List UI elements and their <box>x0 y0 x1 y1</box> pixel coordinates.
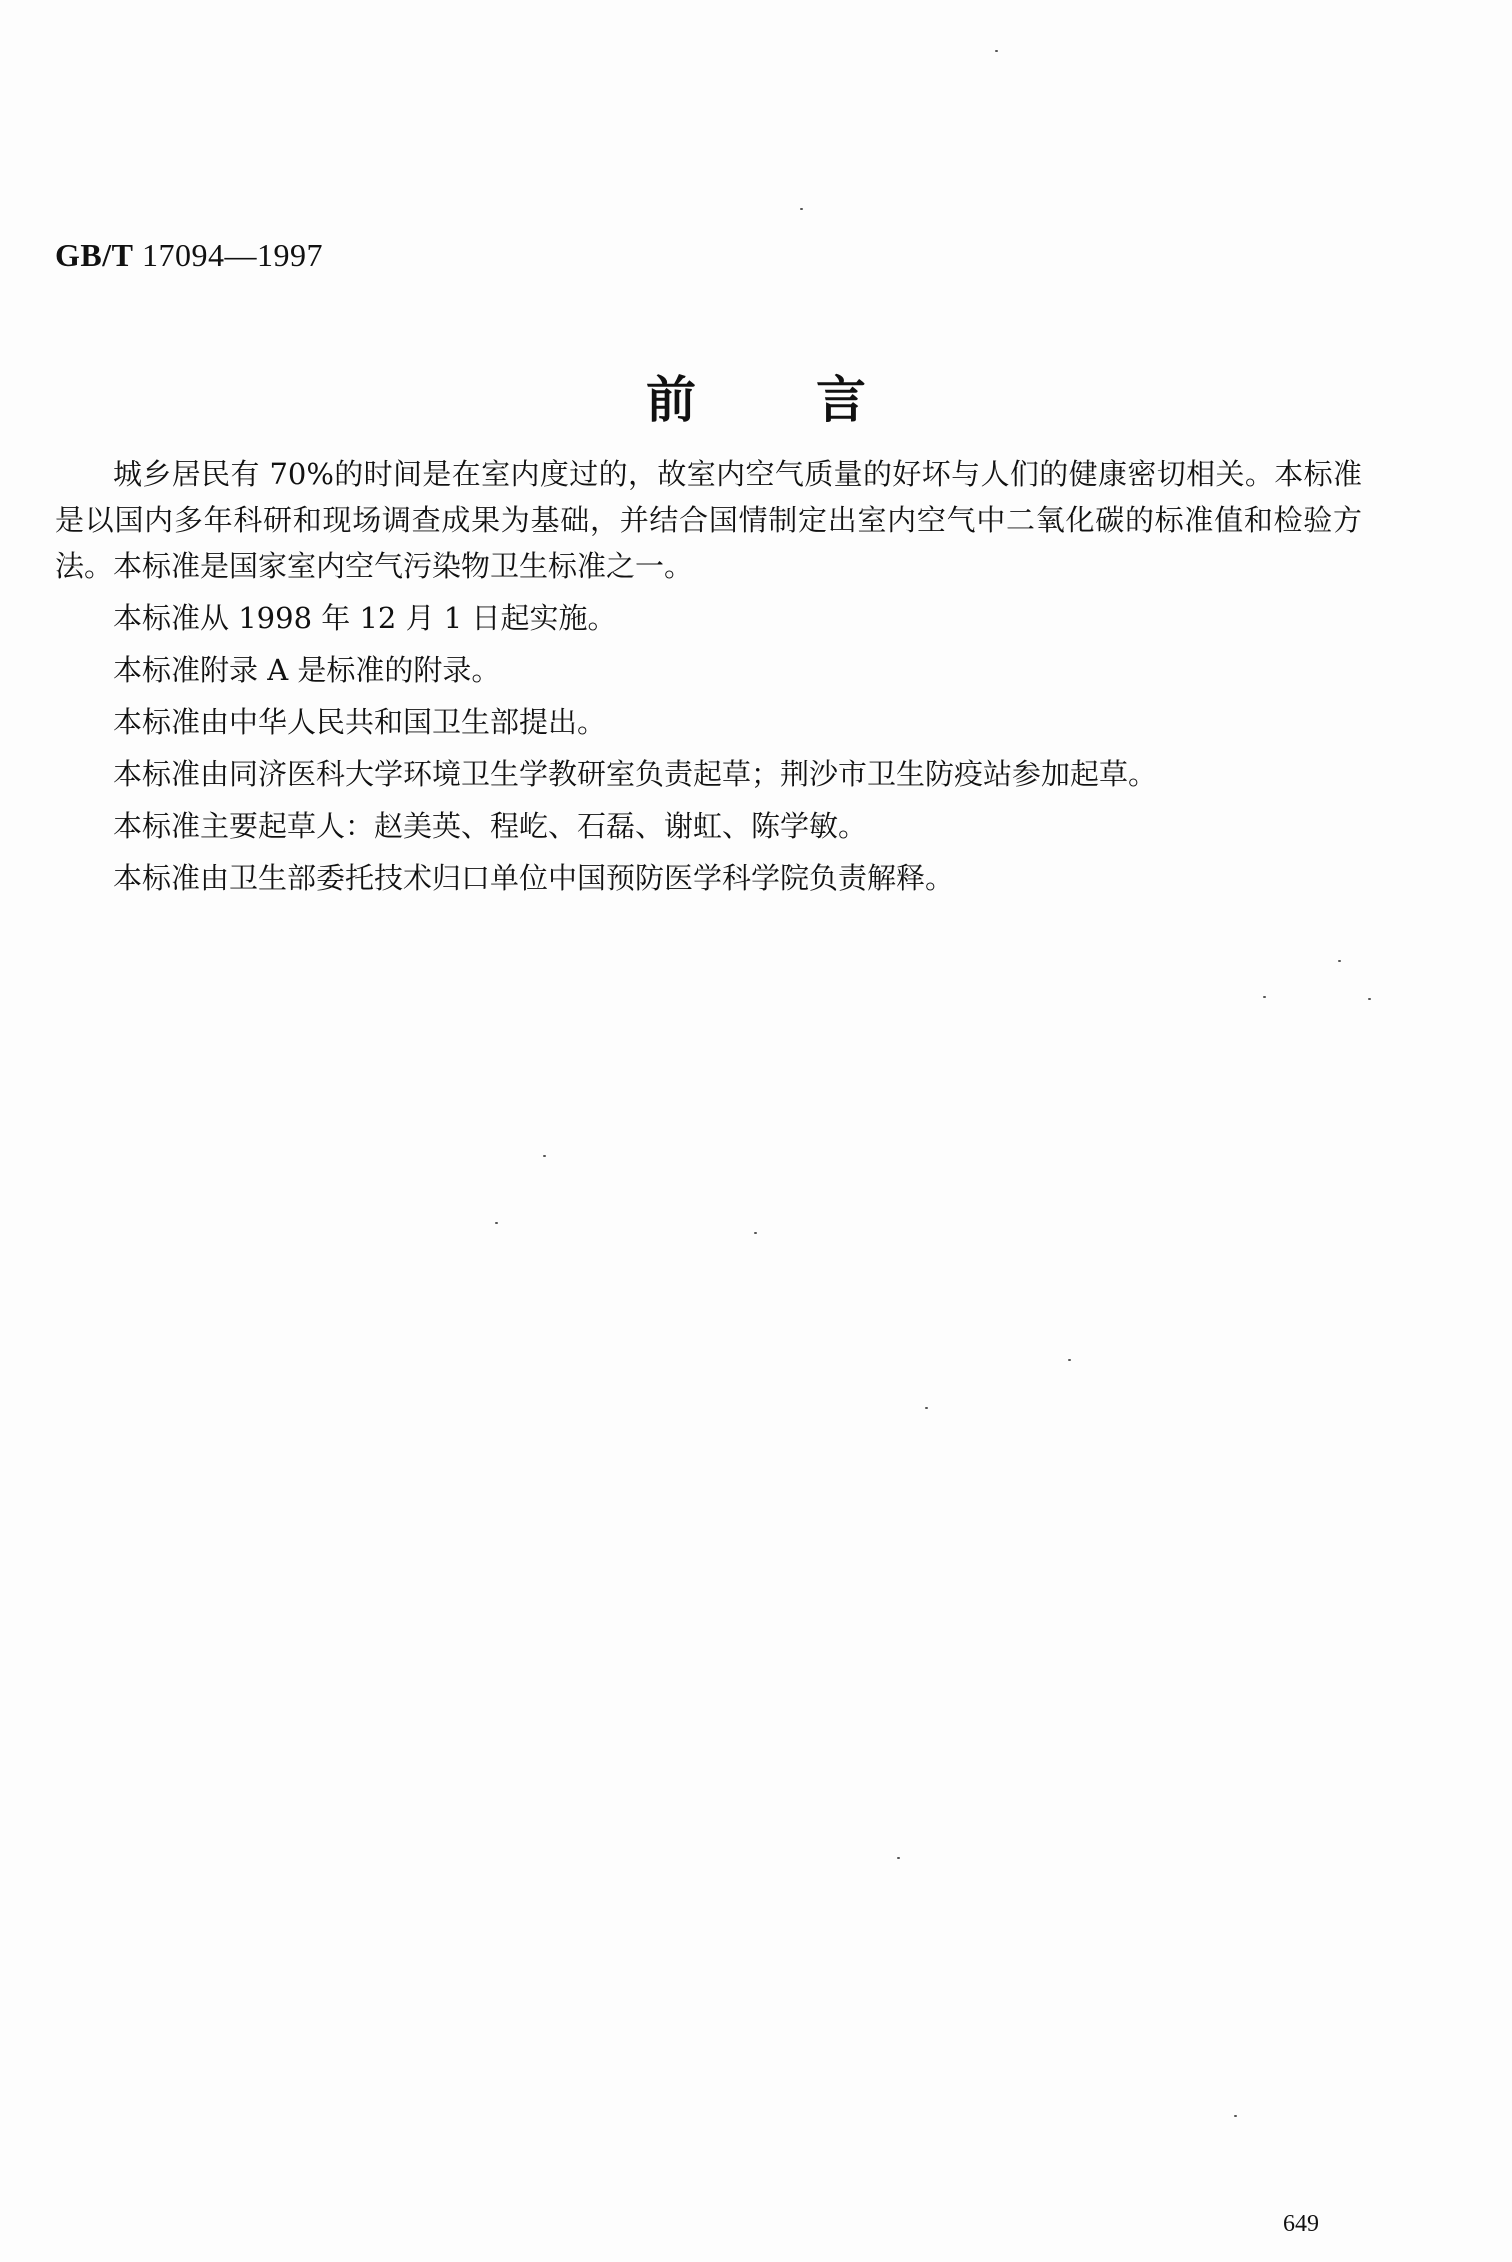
scan-speck <box>495 1222 498 1224</box>
scan-speck <box>1234 2115 1237 2117</box>
paragraph-effective-date: 本标准从 1998 年 12 月 1 日起实施。 <box>113 601 617 635</box>
paragraph-interpretation: 本标准由卫生部委托技术归口单位中国预防医学科学院负责解释。 <box>113 861 955 895</box>
foreword-body <box>55 451 1362 907</box>
paragraph-proposer: 本标准由中华人民共和国卫生部提出。 <box>113 705 607 739</box>
paragraph-drafters: 本标准主要起草人：赵美英、程屹、石磊、谢虹、陈学敏。 <box>113 809 868 843</box>
scan-speck <box>995 50 998 52</box>
paragraph-drafting-units: 本标准由同济医科大学环境卫生学教研室负责起草；荆沙市卫生防疫站参加起草。 <box>113 757 1158 791</box>
paragraph-intro: 城乡居民有 70%的时间是在室内度过的，故室内空气质量的好坏与人们的健康密切相关。本标准是以国内多年科研和现场调查成果为基础，并结合国情制定出室内空气中二氧化碳的标准值和检验方法。本标准是国家室内空气污染物卫生标准之一。 <box>55 457 1362 583</box>
standard-code <box>55 237 323 274</box>
page-title: 前言 <box>646 371 986 429</box>
scan-speck <box>800 208 803 210</box>
scan-speck <box>1068 1359 1071 1361</box>
scan-speck <box>543 1155 546 1157</box>
standard-number: 17094—1997 <box>141 237 323 273</box>
scan-speck <box>1338 960 1341 962</box>
scan-speck <box>754 1232 757 1234</box>
paragraph-appendix: 本标准附录 A 是标准的附录。 <box>113 653 501 687</box>
page-number: 649 <box>1283 2211 1319 2237</box>
scan-speck <box>925 1407 928 1409</box>
standard-prefix: GB/T <box>55 237 134 273</box>
scan-speck <box>1368 998 1371 1000</box>
scan-speck <box>897 1857 900 1859</box>
scan-speck <box>1263 996 1266 998</box>
